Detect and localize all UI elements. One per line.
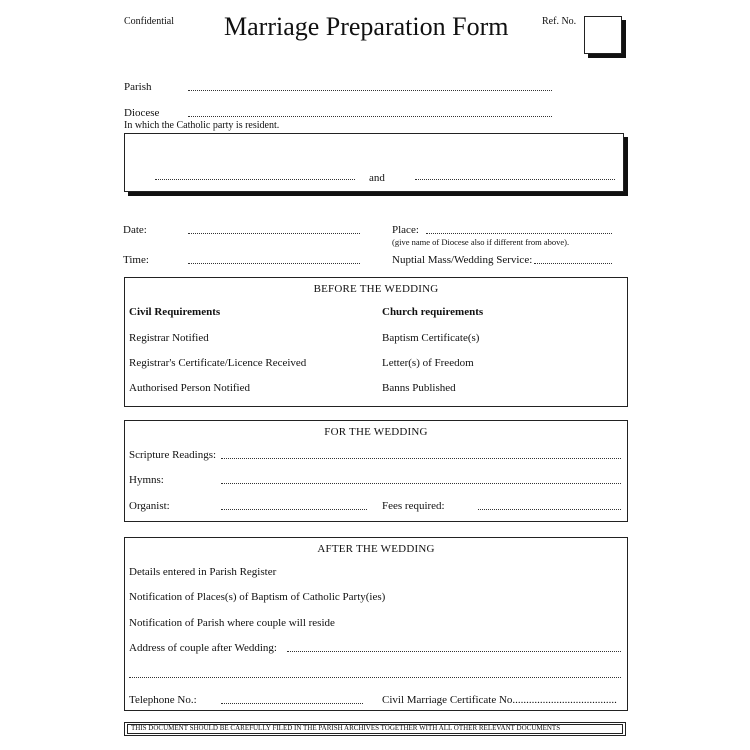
nuptial-label: Nuptial Mass/Wedding Service: <box>392 254 533 266</box>
and-label: and <box>369 172 385 184</box>
date-field[interactable] <box>188 233 360 234</box>
nuptial-field[interactable] <box>534 263 612 264</box>
ref-no-label: Ref. No. <box>542 16 577 27</box>
for-wedding-section <box>124 420 628 522</box>
before-heading: BEFORE THE WEDDING <box>313 283 439 295</box>
fees-required-field[interactable] <box>478 509 621 510</box>
authorised-person-notified: Authorised Person Notified <box>129 382 250 394</box>
place-label: Place: <box>392 224 419 236</box>
first-party-field[interactable] <box>155 179 355 180</box>
letters-of-freedom: Letter(s) of Freedom <box>382 357 474 369</box>
address-label: Address of couple after Wedding: <box>129 642 277 654</box>
archive-notice <box>124 722 626 736</box>
place-note: (give name of Diocese also if different from above). <box>392 237 570 247</box>
organist-label: Organist: <box>129 500 170 512</box>
diocese-field[interactable] <box>188 116 552 117</box>
telephone-label: Telephone No.: <box>129 694 197 706</box>
civil-certificate-label: Civil Marriage Certificate No...................................... <box>382 694 617 706</box>
baptism-certificates: Baptism Certificate(s) <box>382 332 480 344</box>
baptism-places-label: Notification of Places(s) of Baptism of Catholic Party(ies) <box>129 591 386 603</box>
after-heading: AFTER THE WEDDING <box>317 543 435 555</box>
address-field[interactable] <box>287 651 621 652</box>
parish-register-label: Details entered in Parish Register <box>129 566 277 578</box>
telephone-field[interactable] <box>221 703 363 704</box>
hymns-label: Hymns: <box>129 474 164 486</box>
banns-published: Banns Published <box>382 382 456 394</box>
organist-field[interactable] <box>221 509 367 510</box>
scripture-readings-field[interactable] <box>221 458 621 459</box>
ref-no-box[interactable] <box>584 16 622 54</box>
parish-label: Parish <box>124 81 152 93</box>
time-field[interactable] <box>188 263 360 264</box>
archive-notice-text: THIS DOCUMENT SHOULD BE CAREFULLY FILED IN THE PARISH ARCHIVES TOGETHER WITH ALL OTHER RELEVANT DOCUMENTS <box>131 724 561 732</box>
parish-reside-label: Notification of Parish where couple will reside <box>129 617 335 629</box>
scripture-readings-label: Scripture Readings: <box>129 449 217 461</box>
for-heading: FOR THE WEDDING <box>324 426 428 438</box>
second-party-field[interactable] <box>415 179 615 180</box>
confidential-label: Confidential <box>124 16 174 27</box>
parish-field[interactable] <box>188 90 552 91</box>
page-title: Marriage Preparation Form <box>224 12 509 41</box>
date-label: Date: <box>123 224 147 236</box>
hymns-field[interactable] <box>221 483 621 484</box>
fees-required-label: Fees required: <box>382 500 445 512</box>
after-wedding-section <box>124 537 628 711</box>
civil-requirements-heading: Civil Requirements <box>129 306 221 318</box>
address-field-line-2[interactable] <box>129 677 621 678</box>
registrar-notified: Registrar Notified <box>129 332 209 344</box>
place-field[interactable] <box>426 233 612 234</box>
registrar-certificate-received: Registrar's Certificate/Licence Received <box>129 357 307 369</box>
couple-names-box <box>124 133 624 192</box>
diocese-label: Diocese <box>124 107 160 119</box>
before-wedding-section <box>124 277 628 407</box>
church-requirements-heading: Church requirements <box>382 306 484 318</box>
time-label: Time: <box>123 254 149 266</box>
diocese-note: In which the Catholic party is resident. <box>124 120 280 131</box>
